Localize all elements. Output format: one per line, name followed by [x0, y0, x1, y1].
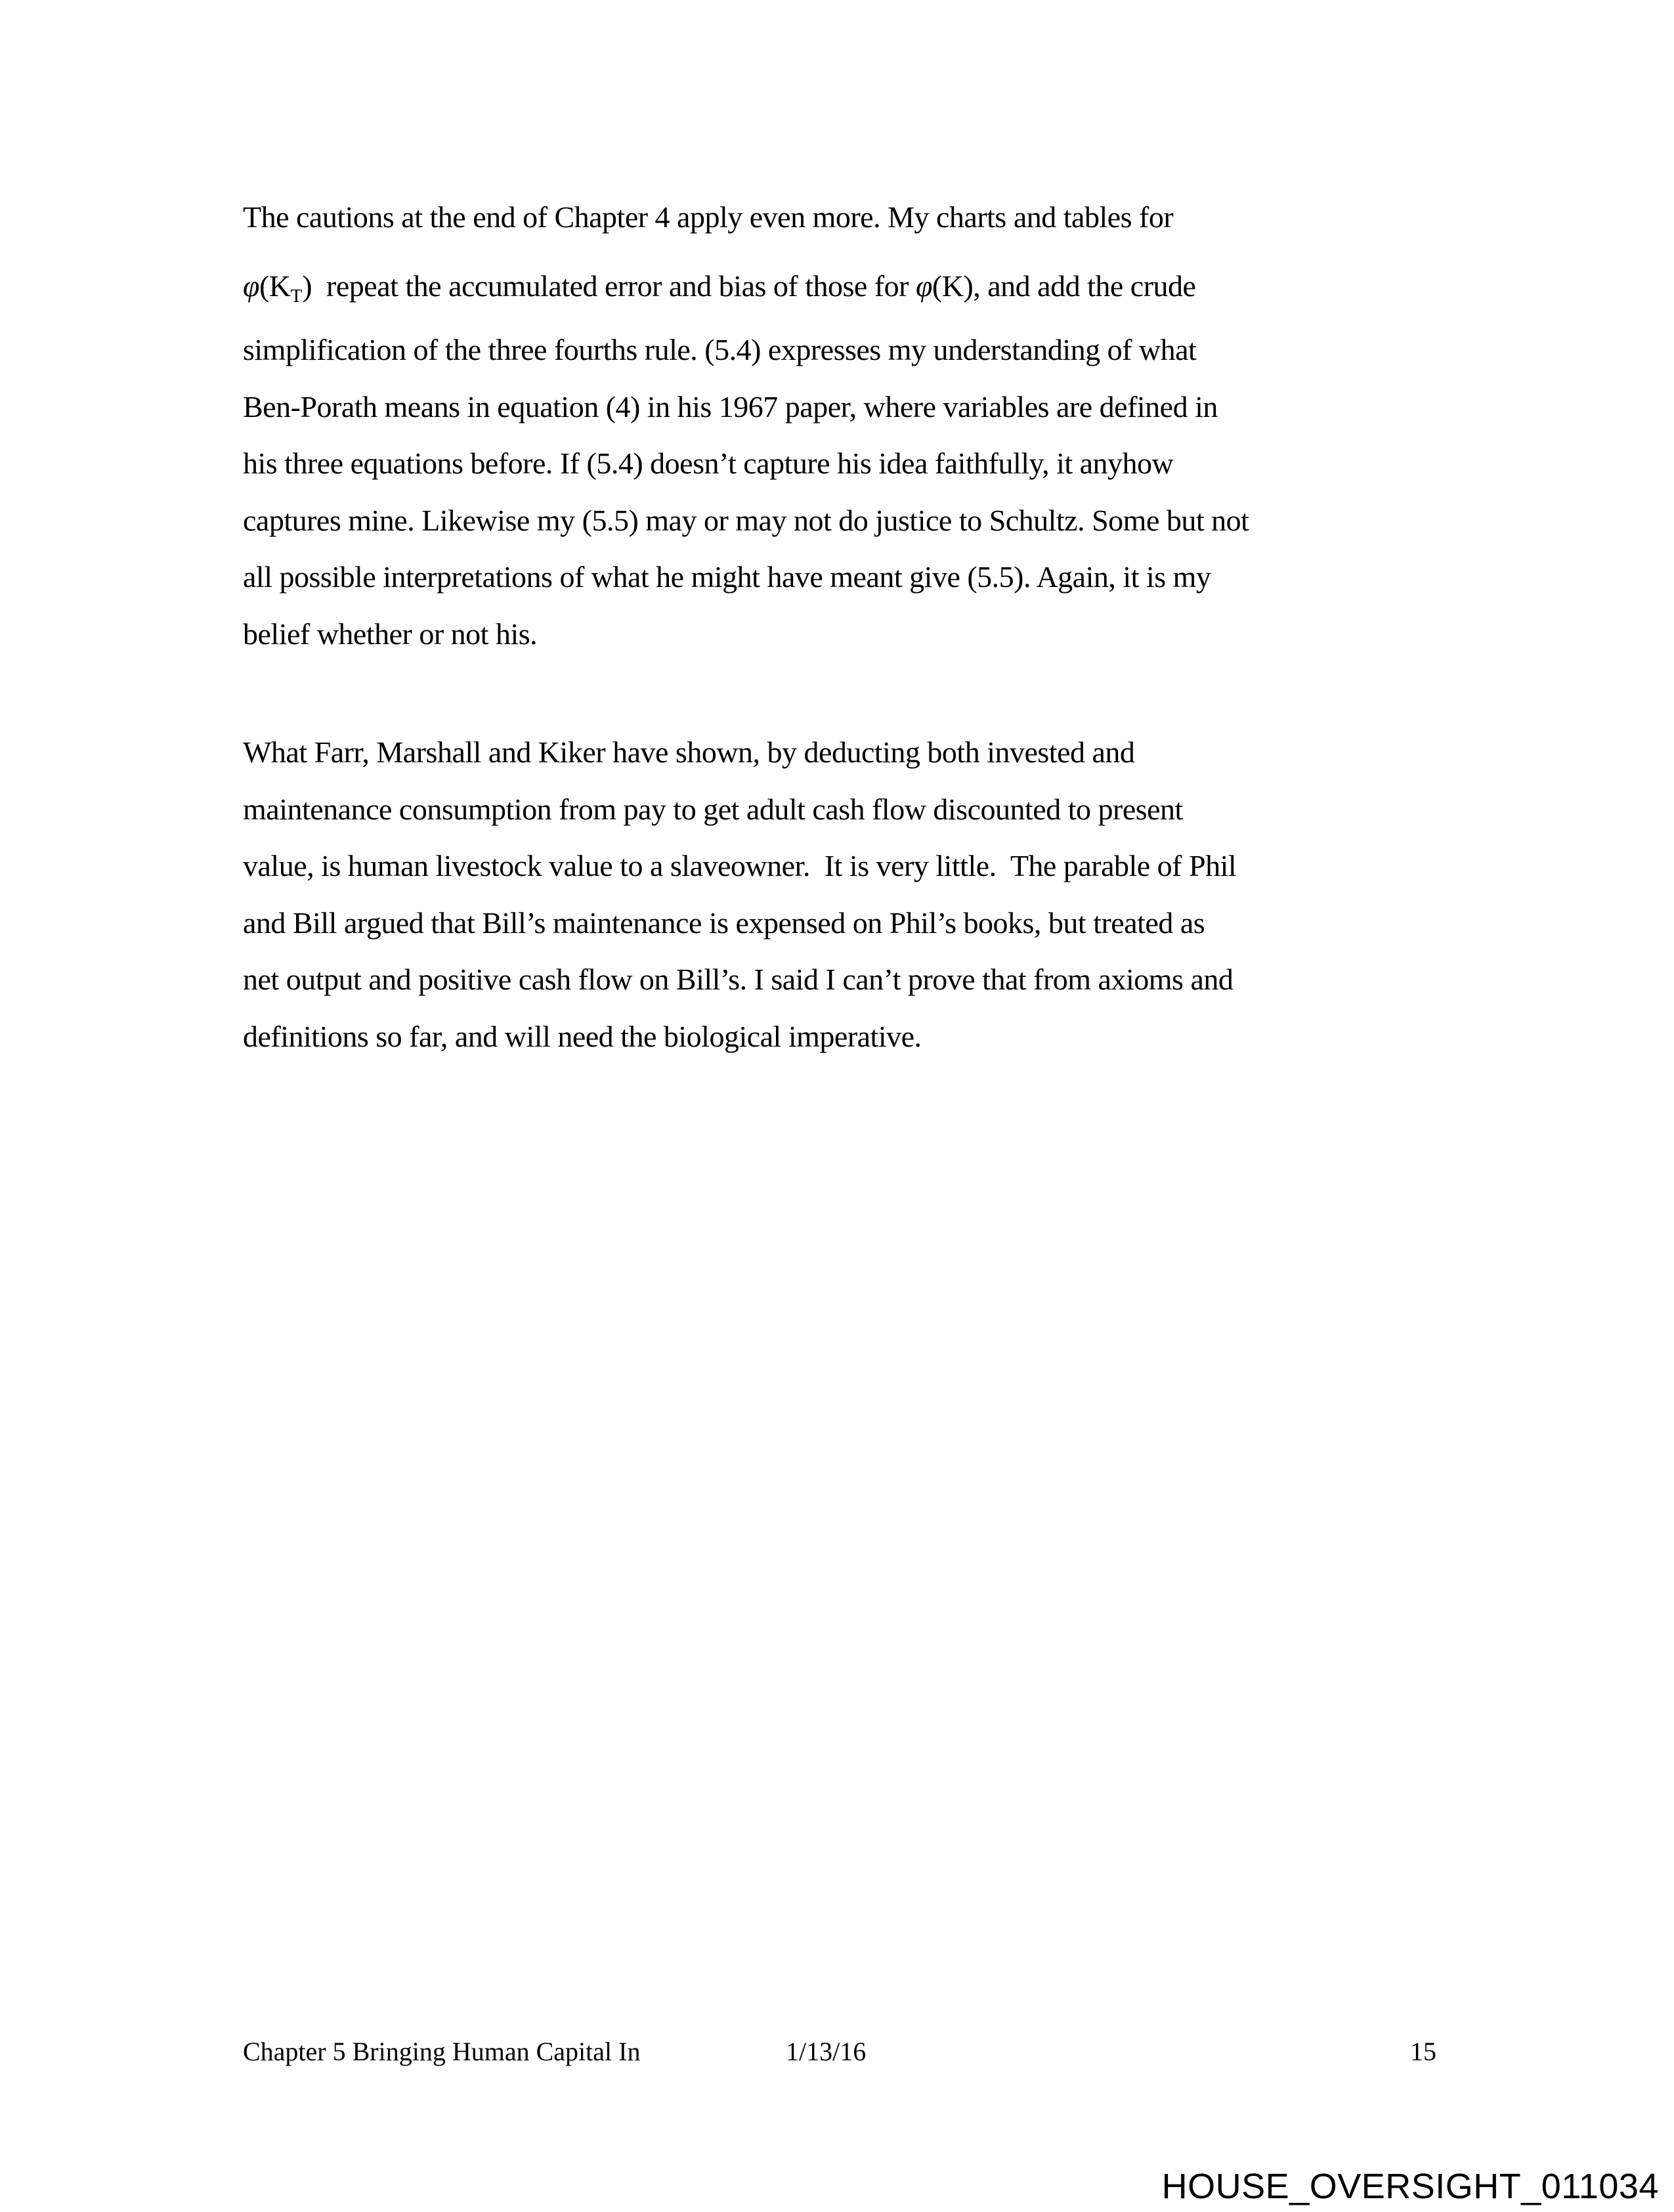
footer-date: 1/13/16: [786, 2037, 867, 2066]
text-line: and Bill argued that Bill’s maintenance is expensed on Phil’s books, but treated as: [243, 905, 1205, 940]
equation-text: (K: [259, 269, 291, 303]
text-line: definitions so far, and will need the biological imperative.: [243, 1019, 922, 1053]
footer-chapter-label: Chapter 5 Bringing Human Capital In: [243, 2037, 641, 2066]
text-line: his three equations before. If (5.4) doesn’t capture his idea faithfully, it anyhow: [243, 446, 1174, 480]
text-line: belief whether or not his.: [243, 617, 538, 651]
bates-stamp-watermark: HOUSE_OVERSIGHT_011034: [1161, 2167, 1659, 2206]
text-line: net output and positive cash flow on Bill’s. I said I can’t prove that from axioms and: [243, 963, 1234, 996]
text-line: captures mine. Likewise my (5.5) may or may not do justice to Schultz. Some but not: [243, 503, 1249, 537]
paragraph-2: [243, 724, 1444, 1065]
page-footer: [0, 2035, 1674, 2068]
text-line: all possible interpretations of what he might have meant give (5.5). Again, it is my: [243, 560, 1211, 594]
text-line: value, is human livestock value to a slaveowner. It is very little. The parable of Phil: [243, 849, 1237, 882]
text-line: maintenance consumption from pay to get adult cash flow discounted to present: [243, 792, 1183, 826]
footer-page-number: 15: [1410, 2037, 1436, 2066]
document-body: [243, 189, 1444, 1065]
equation-text: ) repeat the accumulated error and bias of those for: [302, 269, 916, 303]
phi-symbol: φ: [243, 269, 259, 303]
text-line: The cautions at the end of Chapter 4 apply even more. My charts and tables for: [243, 200, 1174, 234]
phi-symbol: φ: [915, 269, 932, 303]
equation-text: (K), and add the crude: [932, 269, 1196, 303]
text-line: Ben-Porath means in equation (4) in his 1967 paper, where variables are defined in: [243, 389, 1218, 423]
text-line: simplification of the three fourths rule. (5.4) expresses my understanding of what: [243, 333, 1197, 366]
subscript-t: T: [290, 285, 303, 307]
text-line-equation: [243, 258, 1444, 315]
text-line: What Farr, Marshall and Kiker have shown, by deducting both invested and: [243, 735, 1135, 769]
paragraph-1: [243, 189, 1444, 662]
